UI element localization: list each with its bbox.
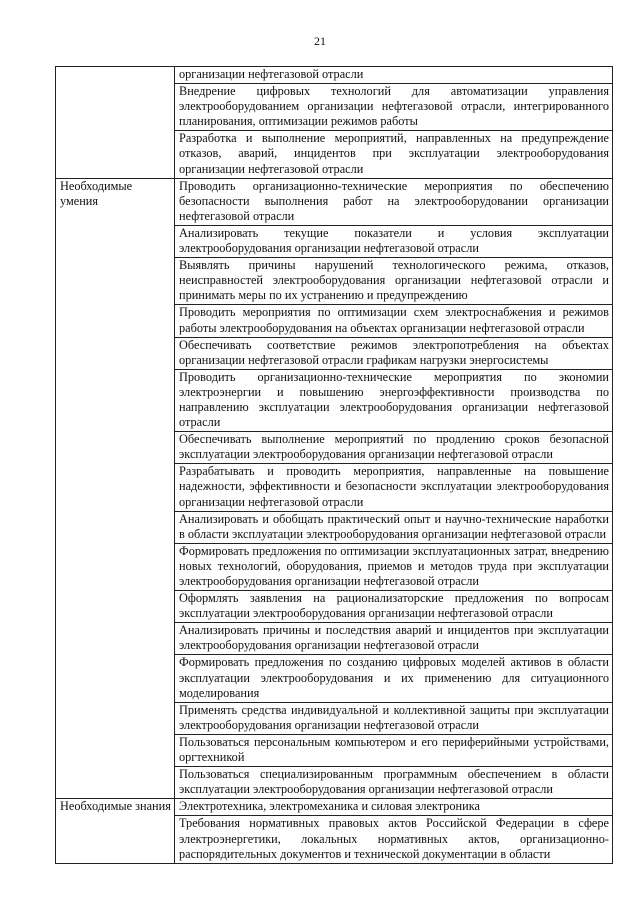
requirement-item: Проводить мероприятия по оптимизации схем электроснабжения и режимов работы электрооборудования на объектах организации нефтегазовой отрасли — [175, 305, 613, 337]
requirement-item: Оформлять заявления на рационализаторские предложения по вопросам эксплуатации электрооборудования организации нефтегазовой отрасли — [175, 591, 613, 623]
table-row — [56, 67, 613, 84]
category-cell: Необходимые умения — [56, 178, 175, 799]
requirement-item: Требования нормативных правовых актов Российской Федерации в сфере электроэнергетики, локальных нормативных актов, организационно-распорядительных документов и технической документации в области — [175, 816, 613, 863]
requirements-table — [55, 66, 613, 864]
requirement-item: Применять средства индивидуальной и коллективной защиты при эксплуатации электрооборудования организации нефтегазовой отрасли — [175, 702, 613, 734]
requirement-item: Проводить организационно-технические мероприятия по экономии электроэнергии и повышению энергоэффективности производства по направлению эксплуатации электрооборудования организации нефтегазовой отрасли — [175, 369, 613, 431]
requirement-item: Пользоваться специализированным программным обеспечением в области эксплуатации электрооборудования организации нефтегазовой отрасли — [175, 767, 613, 799]
category-cell: Необходимые знания — [56, 799, 175, 863]
requirement-item: Выявлять причины нарушений технологического режима, отказов, неисправностей электрооборудования организации нефтегазовой отрасли и принимать меры по их устранению и предупреждению — [175, 258, 613, 305]
requirement-item: организации нефтегазовой отрасли — [175, 67, 613, 84]
requirement-item: Пользоваться персональным компьютером и его периферийными устройствами, оргтехникой — [175, 734, 613, 766]
requirement-item: Обеспечивать соответствие режимов электропотребления на объектах организации нефтегазовой отрасли графикам нагрузки энергосистемы — [175, 337, 613, 369]
requirement-item: Обеспечивать выполнение мероприятий по продлению сроков безопасной эксплуатации электрооборудования организации нефтегазовой отрасли — [175, 432, 613, 464]
requirement-item: Формировать предложения по оптимизации эксплуатационных затрат, внедрению новых технологий, оборудования, приемов и методов труда при эксплуатации электрооборудования организации нефтегазовой отрасли — [175, 543, 613, 590]
table-row — [56, 799, 613, 816]
page-bottom-margin — [0, 878, 640, 902]
page-number: 21 — [314, 34, 326, 48]
requirement-item: Анализировать причины и последствия аварий и инцидентов при эксплуатации электрооборудования организации нефтегазовой отрасли — [175, 623, 613, 655]
category-cell — [56, 67, 175, 179]
table-row — [56, 178, 613, 225]
requirement-item: Электротехника, электромеханика и силовая электроника — [175, 799, 613, 816]
requirement-item: Разработка и выполнение мероприятий, направленных на предупреждение отказов, аварий, инцидентов при эксплуатации электрооборудования организации нефтегазовой отрасли — [175, 131, 613, 178]
requirement-item: Анализировать текущие показатели и условия эксплуатации электрооборудования организации нефтегазовой отрасли — [175, 225, 613, 257]
requirement-item: Анализировать и обобщать практический опыт и научно-технические наработки в области эксплуатации электрооборудования организации нефтегазовой отрасли — [175, 511, 613, 543]
requirement-item: Внедрение цифровых технологий для автоматизации управления электрооборудованием организации нефтегазовой отрасли, интегрированного планирования, оптимизации режимов работы — [175, 84, 613, 131]
requirement-item: Разрабатывать и проводить мероприятия, направленные на повышение надежности, эффективности и безопасности эксплуатации электрооборудования организации нефтегазовой отрасли — [175, 464, 613, 511]
requirement-item: Формировать предложения по созданию цифровых моделей активов в области эксплуатации электрооборудования и их применению для ситуационного моделирования — [175, 655, 613, 702]
requirement-item: Проводить организационно-технические мероприятия по обеспечению безопасности выполнения работ на электрооборудовании организации нефтегазовой отрасли — [175, 178, 613, 225]
